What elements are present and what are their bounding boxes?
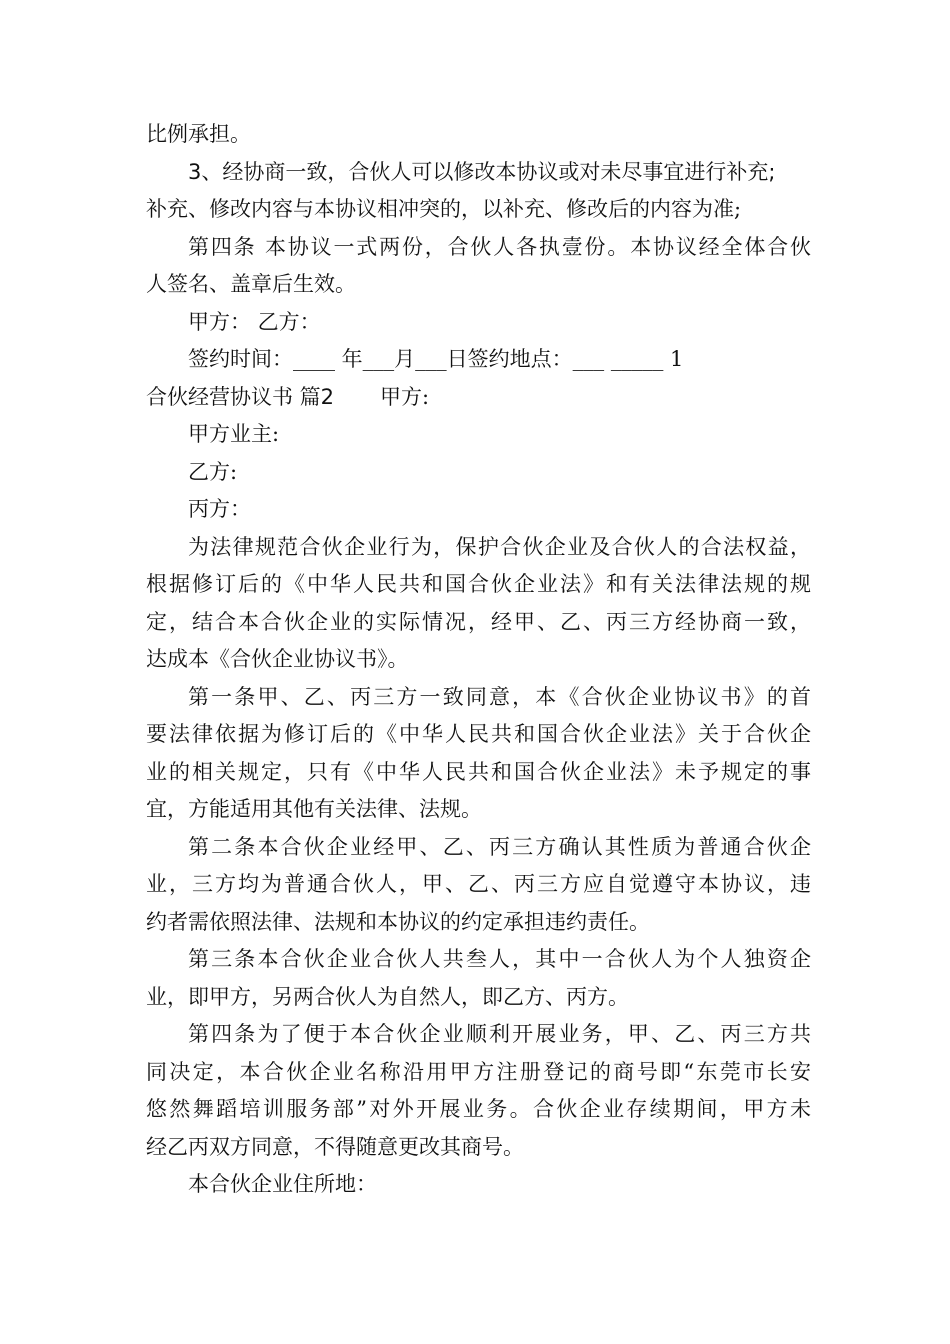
paragraph-line: 约者需依照法律、法规和本协议的约定承担违约责任。 <box>146 909 650 934</box>
paragraph-line: 第四条 本协议一式两份，合伙人各执壹份。本协议经全体合伙 <box>188 234 811 259</box>
paragraph-line: 宜，方能适用其他有关法律、法规。 <box>146 797 482 821</box>
paragraph-line: 本合伙企业住所地： <box>188 1172 377 1196</box>
paragraph-line: 补充、修改内容与本协议相冲突的，以补充、修改后的内容为准; <box>146 197 742 221</box>
paragraph-line: 根据修订后的《中华人民共和国合伙企业法》和有关法律法规的规 <box>146 572 811 596</box>
signature-parties: 甲方： 乙方： <box>188 309 321 334</box>
paragraph-line: 业的相关规定，只有《中华人民共和国合伙企业法》未予规定的事 <box>146 759 811 784</box>
paragraph-line: 第三条本合伙企业合伙人共叁人，其中一合伙人为个人独资企 <box>188 947 811 971</box>
paragraph-line: 人签名、盖章后生效。 <box>146 272 356 296</box>
paragraph-line: 经乙丙双方同意，不得随意更改其商号。 <box>146 1134 524 1159</box>
paragraph-line: 达成本《合伙企业协议书》。 <box>146 647 409 671</box>
paragraph-line: 悠然舞蹈培训服务部”对外开展业务。合伙企业存续期间，甲方未 <box>146 1097 811 1121</box>
paragraph-line: 定，结合本合伙企业的实际情况，经甲、乙、丙三方经协商一致， <box>146 609 811 634</box>
document-page <box>146 116 811 1204</box>
paragraph-line: 3、经协商一致，合伙人可以修改本协议或对未尽事宜进行补充; <box>188 159 776 184</box>
paragraph-line: 要法律依据为修订后的《中华人民共和国合伙企业法》关于合伙企 <box>146 722 811 746</box>
section-heading-line <box>146 379 811 417</box>
party-label: 甲方: <box>380 384 430 409</box>
paragraph-line: 第四条为了便于本合伙企业顺利开展业务，甲、乙、丙三方共 <box>188 1022 811 1046</box>
paragraph-line: 为法律规范合伙企业行为，保护合伙企业及合伙人的合法权益， <box>188 534 811 559</box>
paragraph-line: 同决定，本合伙企业名称沿用甲方注册登记的商号即“东莞市长安 <box>146 1059 811 1084</box>
paragraph-line: 第一条甲、乙、丙三方一致同意，本《合伙企业协议书》的首 <box>188 684 811 709</box>
section-heading: 合伙经营协议书 篇2 <box>146 384 335 409</box>
party-line: 乙方: <box>188 459 238 484</box>
party-line: 丙方： <box>188 497 251 521</box>
paragraph-line: 业，即甲方，另两合伙人为自然人，即乙方、丙方。 <box>146 984 629 1009</box>
paragraph-line: 第二条本合伙企业经甲、乙、丙三方确认其性质为普通合伙企 <box>188 834 811 859</box>
paragraph-line: 业，三方均为普通合伙人，甲、乙、丙三方应自觉遵守本协议，违 <box>146 872 811 896</box>
paragraph-line: 比例承担。 <box>146 122 251 146</box>
signing-time-place: 签约时间：____ 年___月___日签约地点：___ _____ 1 <box>188 347 684 371</box>
party-line: 甲方业主: <box>188 422 280 446</box>
